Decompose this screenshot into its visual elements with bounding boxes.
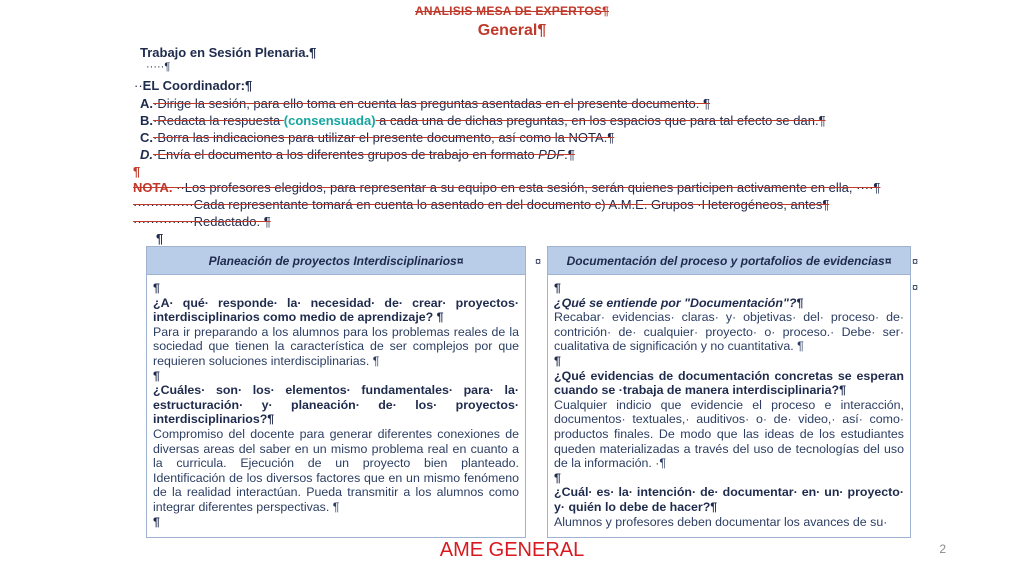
instruction-d: D.·Envía el documento a los diferentes grupos de trabajo en formato PDF.¶ bbox=[140, 147, 575, 162]
paragraph-mark-2: ¶ bbox=[156, 231, 164, 246]
right-column bbox=[547, 246, 911, 538]
paragraph-mark: ¶ bbox=[133, 164, 141, 179]
question-1: ¿Qué se entiende por "Documentación"?¶ bbox=[554, 295, 804, 310]
pilcrow: ¶ bbox=[554, 281, 561, 295]
pilcrow: ¶ bbox=[153, 368, 160, 383]
dots-line: ·····¶ bbox=[146, 61, 171, 73]
pilcrow: ¶ bbox=[153, 514, 160, 529]
answer-3: Alumnos y profesores deben documentar los avances de su· bbox=[554, 514, 888, 529]
pilcrow: ¶ bbox=[554, 470, 561, 485]
nota-line-1: NOTA. ··Los profesores elegidos, para representar a su equipo en esta sesión, serán quienes participen activamente en ella, ····¶ bbox=[133, 180, 881, 195]
page-number: 2 bbox=[939, 542, 946, 556]
session-heading: Trabajo en Sesión Plenaria.¶ bbox=[140, 45, 317, 60]
question-1: ¿A· qué· responde· la· necesidad· de· crear· proyectos· interdisciplinarios como medio de aprendizaje? ¶ bbox=[153, 295, 519, 325]
question-2: ¿Cuáles· son· los· elementos· fundamentales· para· la· estructuración· y· planeación· de· los· proyectos· interdisciplinarios?¶ bbox=[153, 383, 519, 427]
answer-2: Compromiso del docente para generar diferentes conexiones de diversas areas del saber en un mismo problema real en cuanto a la curricula. Ejecución de un proyecto bien planteado. Identificación de los diversos factores que en un mismo fenómeno de la realidad interactúan. Pueda transmitir a los alumnos como integrar diferentes perspectivas. ¶ bbox=[153, 426, 519, 514]
coordinator-heading: ··EL Coordinador:¶ bbox=[134, 78, 253, 93]
table-cell-mark: ¤ bbox=[535, 256, 542, 268]
answer-1: Recabar· evidencias· claras· y· objetivas· del· proceso· de· contrición· de· cualquier· proyecto· o· proceso.· Debe· ser· cualitativa de significación y no cuantitativa. ¶ bbox=[554, 310, 904, 354]
pilcrow: ¶ bbox=[153, 281, 160, 295]
left-column-header: Planeación de proyectos Interdisciplinarios¤ bbox=[147, 247, 525, 275]
right-column-body bbox=[548, 275, 910, 529]
consensuada-highlight: (consensuada) bbox=[283, 113, 376, 128]
nota-line-2: ··············Cada representante tomará en cuenta lo asentado en del documento c) A.M.E. Grupos ·Heterogéneos, antes¶ bbox=[133, 197, 830, 212]
answer-1: Para ir preparando a los alumnos para los problemas reales de la sociedad que tienen la característica de ser complejos por que requieren soluciones interdisciplinarias. ¶ bbox=[153, 324, 519, 368]
document-title: ANALISIS MESA DE EXPERTOS¶ bbox=[415, 4, 609, 18]
table-row-mark: ¤ bbox=[912, 256, 919, 268]
footer-label: AME GENERAL bbox=[439, 539, 585, 561]
table-row-mark: ¤ bbox=[912, 282, 919, 294]
instruction-b: B.·Redacta la respuesta (consensuada) a cada una de dichas preguntas, en los espacios que para tal efecto se dan.¶ bbox=[140, 113, 826, 128]
answer-2: Cualquier indicio que evidencie el proceso e interacción, documentos· textuales,· auditivos· o· de· video,· así· como· productos finales. De modo que las ideas de los estudiantes queden materializadas a través del uso de tecnologías del uso de la información. ·¶ bbox=[554, 397, 904, 471]
question-2: ¿Qué evidencias de documentación concretas se esperan cuando se ·trabaja de manera interdisciplinaria?¶ bbox=[554, 368, 904, 398]
nota-label: NOTA. bbox=[133, 180, 173, 195]
nota-line-3: ··············Redactado. ¶ bbox=[133, 214, 271, 229]
left-column-body bbox=[147, 275, 525, 529]
left-column bbox=[146, 246, 526, 538]
right-column-header: Documentación del proceso y portafolios de evidencias¤ bbox=[548, 247, 910, 275]
instruction-a: A.·Dirige la sesión, para ello toma en cuenta las preguntas asentadas en el presente documento. ¶ bbox=[140, 96, 710, 111]
document-subtitle: General¶ bbox=[477, 22, 547, 39]
pilcrow: ¶ bbox=[554, 353, 561, 368]
instruction-c: C.·Borra las indicaciones para utilizar el presente documento, así como la NOTA.¶ bbox=[140, 130, 615, 145]
question-3: ¿Cuál· es· la· intención· de· documentar· en· un· proyecto· y· quién lo debe de hacer?¶ bbox=[554, 485, 904, 514]
